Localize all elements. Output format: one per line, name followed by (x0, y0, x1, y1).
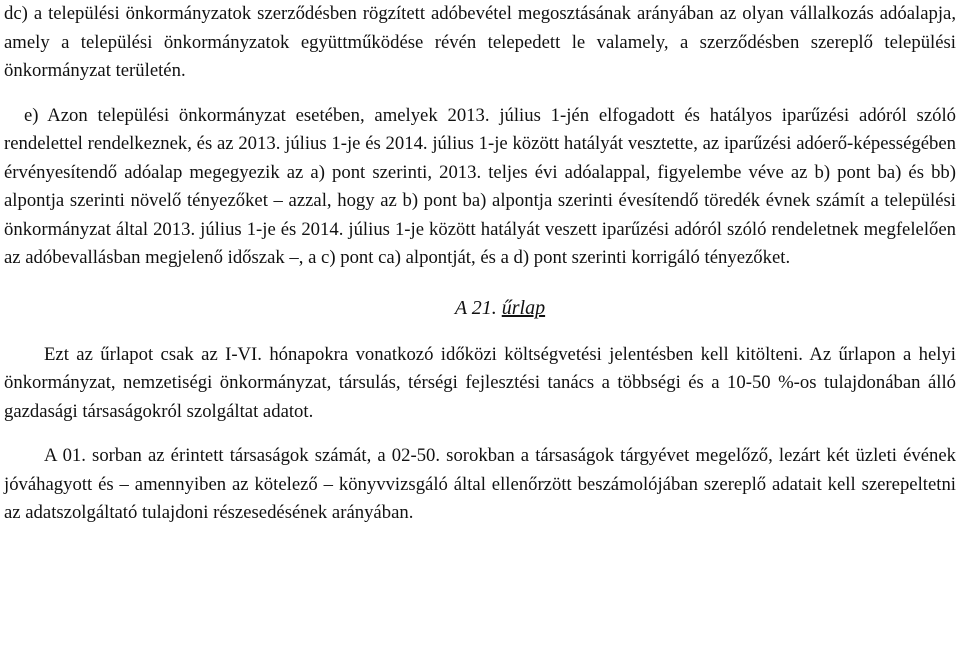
document-page (4, 0, 956, 528)
paragraph-dc: dc) a települési önkormányzatok szerződésben rögzített adóbevétel megosztásának arányában az olyan vállalkozás adóalapja, amely a települési önkormányzatok együttműködése révén telepedett le valamely, a szerződésben szereplő települési önkormányzat területén. (4, 3, 956, 81)
paragraph-row-instructions: A 01. sorban az érintett társaságok számát, a 02-50. sorokban a társaságok tárgyévet megelőző, lezárt két üzleti évének jóváhagyott és – amennyiben az kötelező – könyvvizsgáló által ellenőrzött beszámolójában szereplő adatait kell szerepeltetni az adatszolgáltató tulajdoni részesedésének arányában. (4, 445, 956, 523)
form-heading-number: A 21. (454, 296, 502, 319)
paragraph-e: e) Azon települési önkormányzat esetében, amelyek 2013. július 1-jén elfogadott és hatályos iparűzési adóról szóló rendelettel rendelkeznek, és az 2013. július 1-je és 2014. július 1-je között hatályát vesztette, az iparűzési adóerő-képességében érvényesítendő adóalap megegyezik az a) pont szerinti, 2013. teljes évi adóalappal, figyelembe véve az b) pont ba) és bb) alpontja szerinti növelő tényezőket – azzal, hogy az b) pont ba) alpontja szerinti évesítendő töredék évnek számít a települési önkormányzat által 2013. július 1-je és 2014. július 1-je között hatályát veszett iparűzési adóról szóló rendeletnek megfelelően az adóbevallásban megjelenő időszak –, a c) pont ca) alpontját, és a d) pont szerinti korrigáló tényezőket. (4, 104, 956, 268)
paragraph-form-instructions: Ezt az űrlapot csak az I-VI. hónapokra vonatkozó időközi költségvetési jelentésben kell kitölteni. Az űrlapon a helyi önkormányzat, nemzetiségi önkormányzat, társulás, térségi fejlesztési tanács a többségi és a 10-50 %-os tulajdonában álló gazdasági társaságokról szolgáltat adatot. (4, 343, 956, 422)
form-heading (4, 293, 956, 323)
form-heading-word: űrlap (501, 296, 546, 319)
